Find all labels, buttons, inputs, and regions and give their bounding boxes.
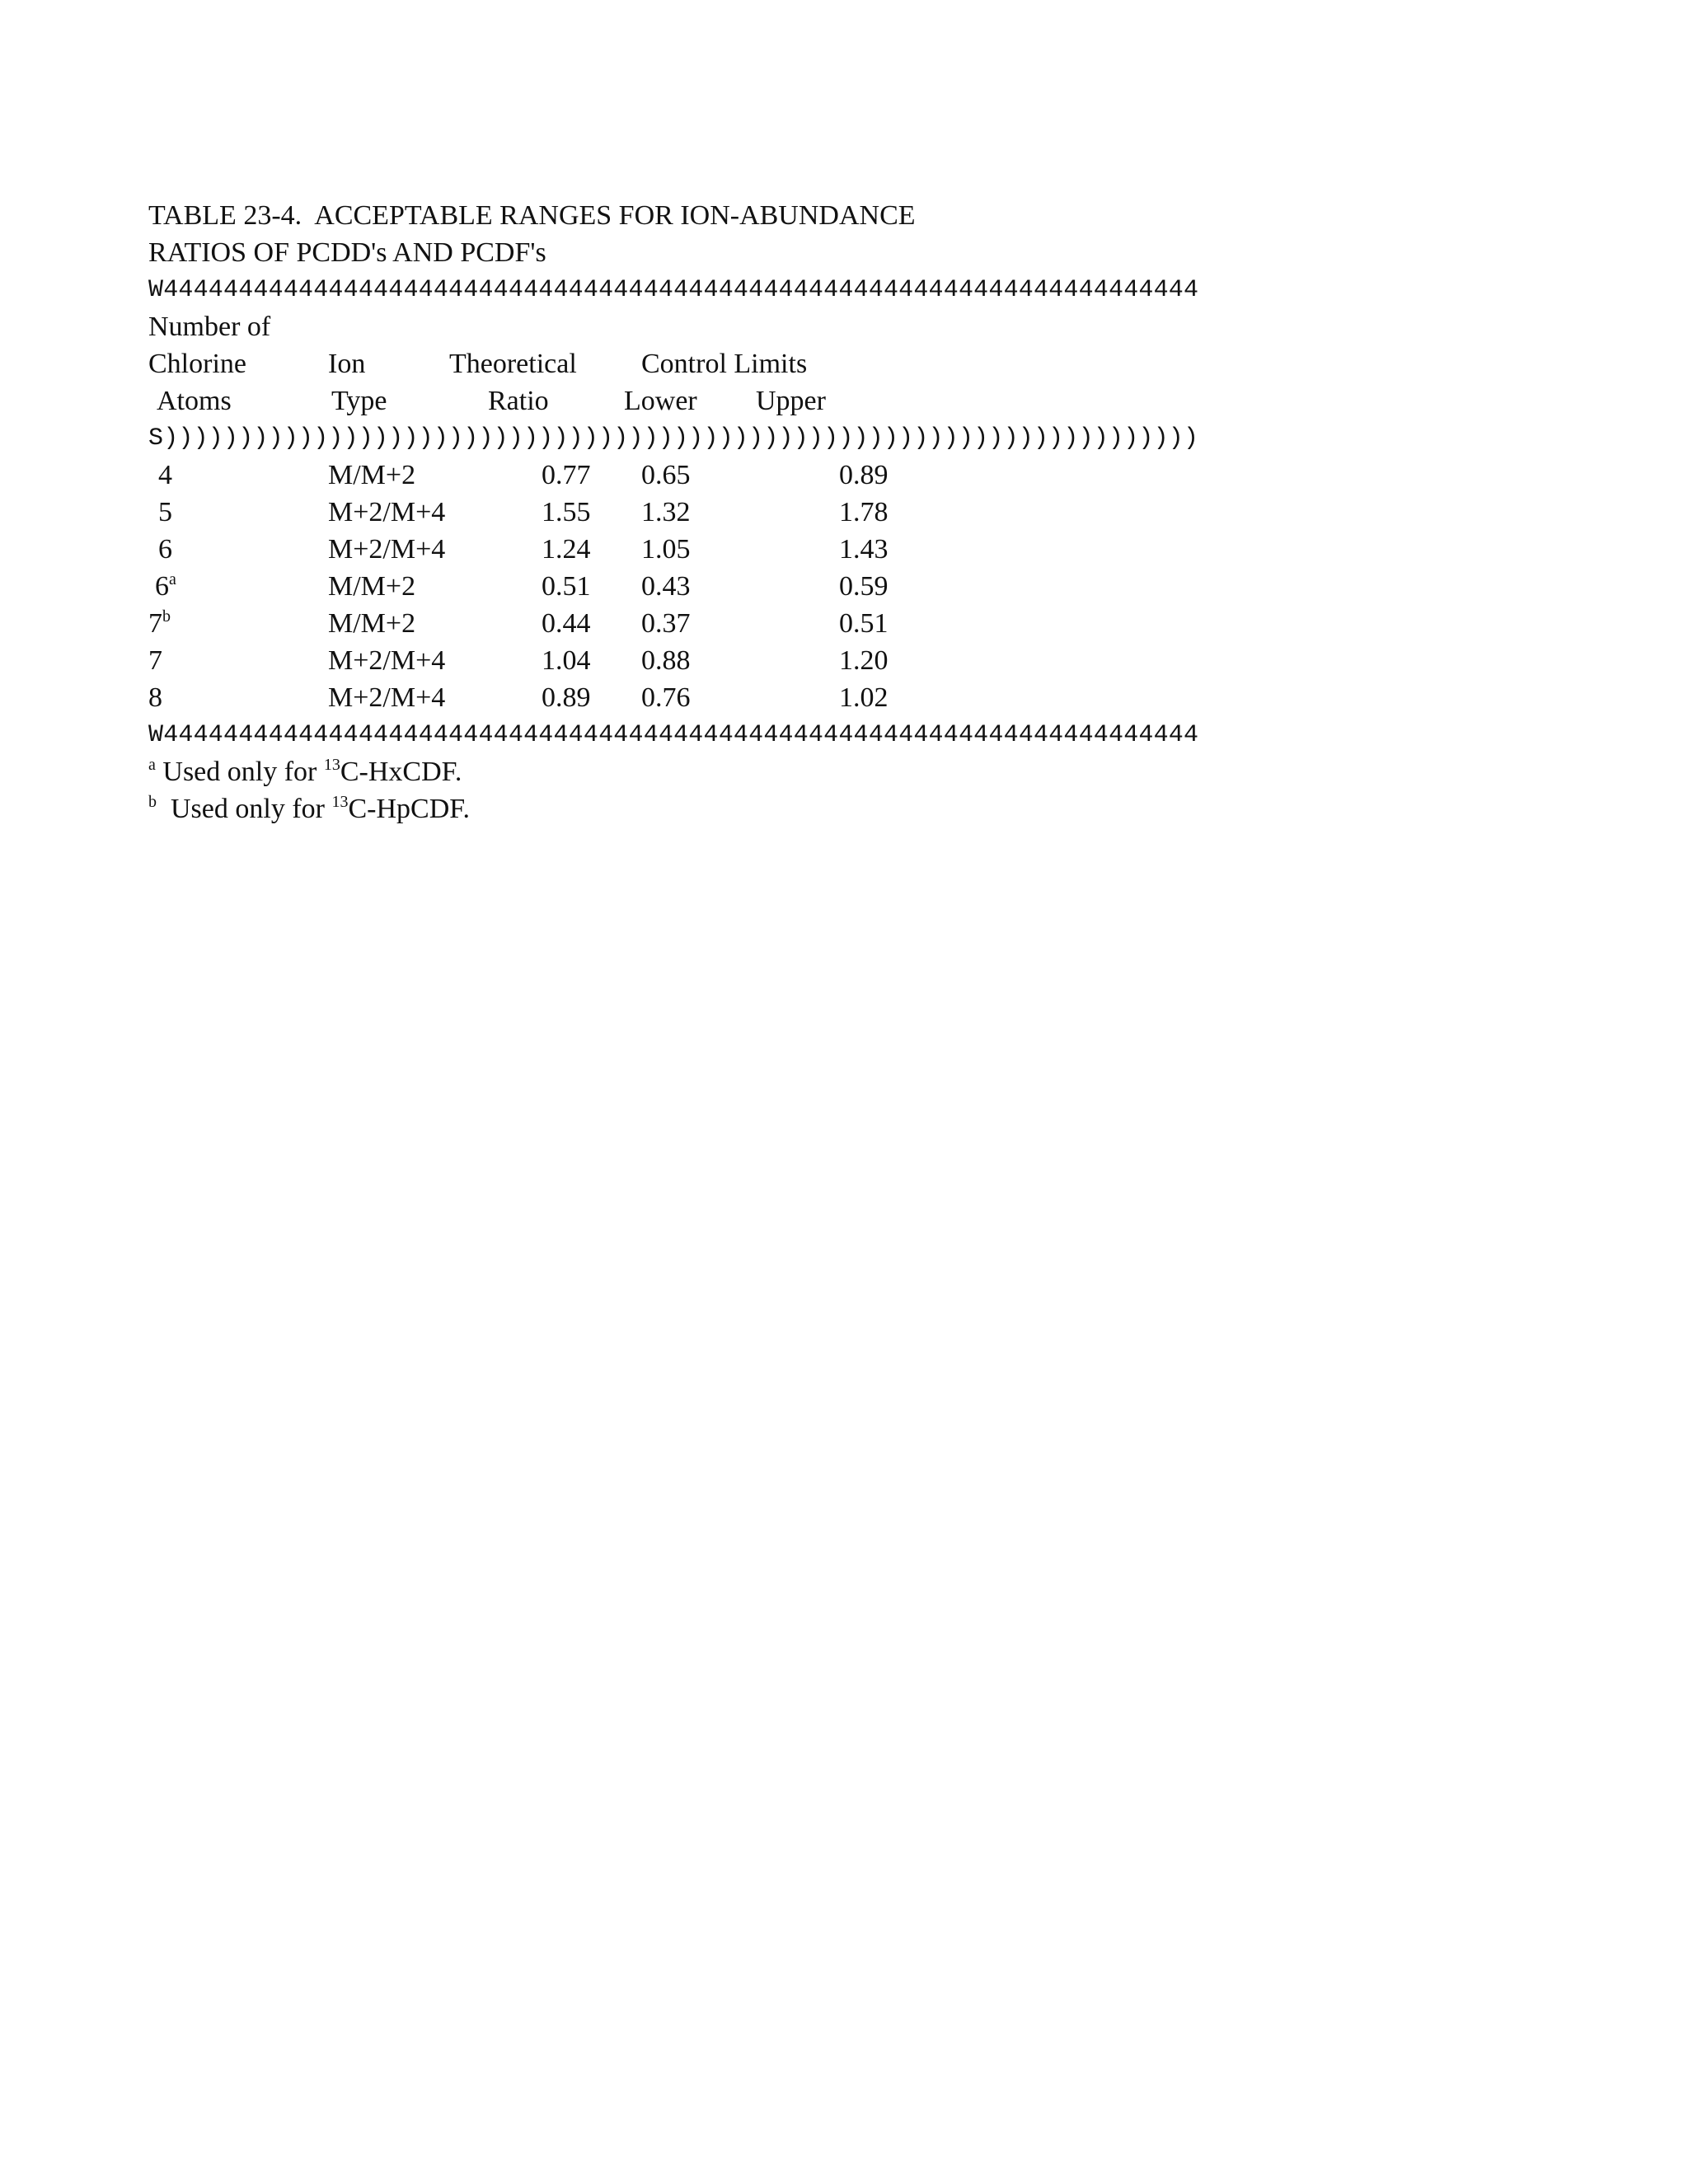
- footnote-a: $^a$ Used only for $^{13}$C-HxCDF.: [148, 756, 462, 787]
- top-double-rule: W444444444444444444444444444444444444444444444444444444444444444444444: [148, 276, 1199, 304]
- table-row-3-lower: 1.05: [641, 534, 691, 565]
- table-row-5-ion-type: M/M+2: [328, 608, 416, 639]
- table-row-4-upper: 0.59: [839, 571, 889, 602]
- table-row-7-ratio: 0.89: [542, 682, 591, 713]
- table-row-4-lower: 0.43: [641, 571, 691, 602]
- footnote-b-mark: b: [148, 793, 157, 811]
- table-row-7-lower: 0.76: [641, 682, 691, 713]
- table-title-line-1: TABLE 23-4. ACCEPTABLE RANGES FOR ION-ABUNDANCE: [148, 200, 916, 231]
- table-row-3-upper: 1.43: [839, 534, 889, 565]
- table-row-1-upper: 0.89: [839, 460, 889, 490]
- header-upper: Upper: [756, 386, 826, 416]
- table-row-6-ion-type: M+2/M+4: [328, 645, 446, 676]
- table-row-4-ratio: 0.51: [542, 571, 591, 602]
- table-row-6-upper: 1.20: [839, 645, 889, 676]
- table-row-1-atoms: 4: [158, 460, 172, 490]
- header-single-rule: S))))))))))))))))))))))))))))))))))))))))))))))))))))))))))))))))))))): [148, 424, 1199, 452]
- table-row-3-ratio: 1.24: [542, 534, 591, 565]
- table-row-2-lower: 1.32: [641, 497, 691, 527]
- table-row-4-ion-type: M/M+2: [328, 571, 416, 602]
- table-row-1-ratio: 0.77: [542, 460, 591, 490]
- header-chlorine: Chlorine: [148, 349, 246, 379]
- table-row-2-atoms: 5: [158, 497, 172, 527]
- header-ratio: Ratio: [488, 386, 549, 416]
- table-row-7-atoms: 8: [148, 682, 162, 713]
- bottom-double-rule: W444444444444444444444444444444444444444444444444444444444444444444444: [148, 721, 1199, 749]
- table-row-1-ion-type: M/M+2: [328, 460, 416, 490]
- table-row-7-ion-type: M+2/M+4: [328, 682, 446, 713]
- table-row-1-lower: 0.65: [641, 460, 691, 490]
- header-lower: Lower: [624, 386, 697, 416]
- header-atoms: Atoms: [157, 386, 232, 416]
- table-row-5-upper: 0.51: [839, 608, 889, 639]
- header-number-of: Number of: [148, 312, 271, 342]
- table-title-line-2: RATIOS OF PCDD's AND PCDF's: [148, 237, 546, 268]
- header-theoretical: Theoretical: [449, 349, 577, 379]
- header-control-limits: Control Limits: [641, 349, 808, 379]
- footnote-a-mark: a: [148, 756, 156, 774]
- table-row-6-lower: 0.88: [641, 645, 691, 676]
- table-row-2-ion-type: M+2/M+4: [328, 497, 446, 527]
- header-type: Type: [331, 386, 387, 416]
- table-row-3-atoms: 6: [158, 534, 172, 565]
- table-row-2-upper: 1.78: [839, 497, 889, 527]
- header-ion: Ion: [328, 349, 366, 379]
- table-row-2-ratio: 1.55: [542, 497, 591, 527]
- table-row-6-atoms: 7: [148, 645, 162, 676]
- footnote-b: $^b$ Used only for $^{13}$C-HpCDF.: [148, 793, 470, 824]
- table-row-5-lower: 0.37: [641, 608, 691, 639]
- table-row-3-ion-type: M+2/M+4: [328, 534, 446, 565]
- table-row-5-atoms: 7$^b$: [148, 607, 171, 639]
- table-row-4-atoms: 6$^a$: [155, 570, 176, 602]
- table-row-6-ratio: 1.04: [542, 645, 591, 676]
- table-row-5-ratio: 0.44: [542, 608, 591, 639]
- table-row-7-upper: 1.02: [839, 682, 889, 713]
